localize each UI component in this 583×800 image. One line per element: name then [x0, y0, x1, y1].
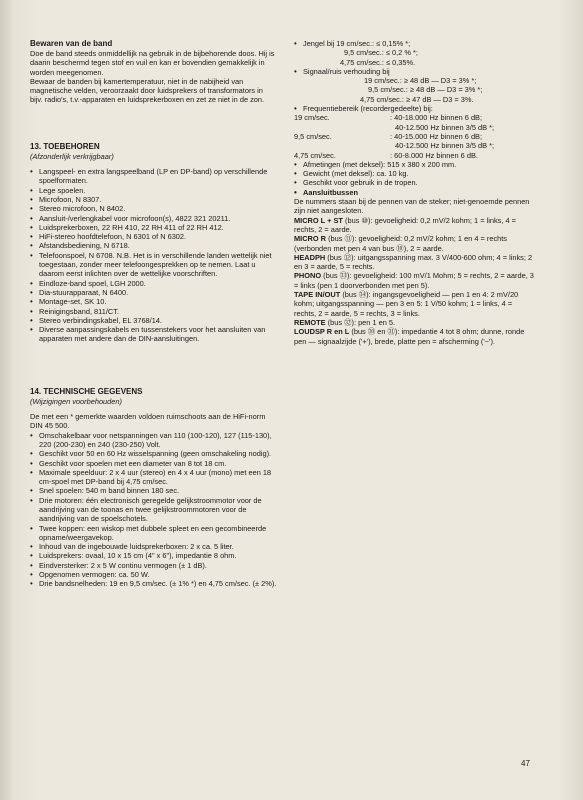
tech-intro: De met een * gemerkte waarden voldoen ruimschoots aan de HiFi-norm DIN 45 500. — [30, 412, 266, 431]
headphones-label: HEADPH — [294, 252, 326, 262]
tropics: • Geschikt voor gebruik in de tropen. — [294, 178, 534, 187]
list-item: • Montage-set, SK 10. — [30, 297, 277, 306]
micro-r-label: MICRO R — [294, 234, 327, 244]
accessories-subtitle: (Afzonderlijk verkrijgbaar) — [30, 151, 114, 161]
connectors-intro: De nummers staan bij de pennen van de steker; niet-genoemde pennen zijn niet aangesloten. — [294, 197, 530, 216]
list-item: • Omschakelbaar voor netspanningen van 110 (100-120), 127 (115-130), 220 (200-230) en 240 (230-250) Volt. — [30, 431, 277, 450]
remote-label: REMOTE — [294, 317, 326, 327]
remote — [294, 318, 534, 327]
list-item: • Drie bandsnelheden: 19 en 9,5 cm/sec. (± 1% *) en 4,75 cm/sec. (± 2%). — [30, 579, 277, 588]
wow-flutter-2: 9,5 cm/sec.: ≤ 0,2 % *; — [344, 48, 418, 58]
remote-text: (bus ㉜): pen 1 en 5. — [327, 317, 396, 327]
list-item: • HiFi-stereo hoofdtelefoon, N 6301 of N 6302. — [30, 232, 277, 241]
store-text-2: Bewaar de banden bij kamertemperatuur, niet in de nabijheid van magnetische velden, veroorzaakt door luidsprekers of transformators in bijv. radio's, t.v.-apparaten en luidsprekerboxen en zet ze niet in de zon. — [30, 76, 265, 105]
micro-r-text: (bus ⑪): gevoeligheid: 0,2 mV/2 kohm; 1 en 4 = rechts (verbonden met pen 4 van bus ⑩), 2 = aarde. — [294, 234, 507, 253]
list-item: • Maximale speelduur: 2 x 4 uur (stereo) en 4 x 4 uur (mono) met een 18 cm-spoel met DP-band bij 4,75 cm/sec. — [30, 468, 277, 487]
loudspeaker-text: (bus ㉚ en ㉛): impedantie 4 tot 8 ohm; dunne, ronde pen — signaalzijde ('+'), brede, platte pen = afscherming ('−'). — [294, 327, 525, 346]
tech-subtitle: (Wijzigingen voorbehouden) — [30, 396, 122, 406]
right-column — [294, 39, 534, 346]
freq-row — [294, 113, 534, 122]
list-item: • Dia-stuurapparaat, N 6400. — [30, 288, 277, 297]
freq-row — [294, 123, 534, 132]
phono — [294, 271, 534, 290]
tech-list — [30, 431, 277, 589]
micro-l — [294, 216, 534, 235]
phono-label: PHONO — [294, 271, 322, 281]
list-item: • Telefoonspoel, N 6708. N.B. Het is in verschillende landen wettelijk niet toegestaan, zonder meer telefoongesprekken op te nemen. Laat u daarom eerst inlichten over de wettelijke voorschriften. — [30, 251, 277, 279]
list-item: • Lege spoelen. — [30, 186, 277, 195]
list-item: • Stereo microfoon, N 8402. — [30, 204, 277, 213]
dimensions: • Afmetingen (met deksel): 515 x 380 x 200 mm. — [294, 160, 534, 169]
freq-value: 40-12.500 Hz binnen 3/5 dB *; — [395, 141, 495, 151]
list-item: • Geschikt voor spoelen met een diameter van 8 tot 18 cm. — [30, 459, 277, 468]
store-title: Bewaren van de band — [30, 39, 113, 48]
spec-list-freq — [294, 104, 534, 113]
spec-list-top — [294, 39, 534, 48]
freq-row — [294, 141, 534, 150]
list-item: • Reinigingsband, 811/CT. — [30, 307, 277, 316]
freq-value: 40-12.500 Hz binnen 3/5 dB *; — [395, 122, 495, 132]
freq-title: • Frequentiebereik (recordergedeelte) bij: — [294, 104, 534, 113]
micro-l-text: (bus ⑩): gevoeligheid: 0,2 mV/2 kohm; 1 = links, 4 = rechts, 2 = aarde. — [294, 215, 516, 234]
headphones — [294, 253, 534, 272]
list-item: • Aansluit-/verlengkabel voor microfoon(s), 4822 321 20211. — [30, 214, 277, 223]
freq-value: : 40-15.000 Hz binnen 6 dB; — [390, 131, 483, 141]
left-column — [30, 39, 277, 589]
spec-list-misc — [294, 160, 534, 197]
tape-in-out — [294, 290, 534, 318]
snr-3: 4,75 cm/sec.: ≥ 47 dB — D3 = 3%. — [360, 94, 474, 104]
list-item: • Luidsprekerboxen, 22 RH 410, 22 RH 411 of 22 RH 412. — [30, 223, 277, 232]
freq-speed: 4,75 cm/sec. — [294, 150, 336, 160]
list-item: • Langspeel- en extra langspeelband (LP en DP-band) op verschillende spoelformaten. — [30, 167, 277, 186]
snr-title: • Signaal/ruis verhouding bij — [294, 67, 534, 76]
freq-value: : 40-18.000 Hz binnen 6 dB; — [390, 113, 483, 123]
list-item: • Stereo verbindingskabel, EL 3768/14. — [30, 316, 277, 325]
tape-in-out-label: TAPE IN/OUT — [294, 290, 341, 300]
list-item: • Afstandsbediening, N 6718. — [30, 241, 277, 250]
micro-l-label: MICRO L + ST — [294, 215, 343, 225]
list-item: • Microfoon, N 8307. — [30, 195, 277, 204]
snr-1: 19 cm/sec.: ≥ 48 dB — D3 = 3% *; — [364, 76, 477, 86]
accessories-title: 13. TOEBEHOREN — [30, 141, 100, 151]
accessories-list — [30, 167, 277, 344]
freq-row — [294, 132, 534, 141]
list-item: • Opgenomen vermogen: ca. 50 W. — [30, 570, 277, 579]
list-item: • Luidsprekers: ovaal, 10 x 15 cm (4" x 6"), impedantie 8 ohm. — [30, 551, 277, 560]
list-item: • Geschikt voor 50 en 60 Hz wisselspanning (geen omschakeling nodig). — [30, 449, 277, 458]
freq-row — [294, 151, 534, 160]
headphones-text: (bus ⑫): uitgangsspanning max. 3 V/400-600 ohm; 4 = links; 2 en 3 = aarde, 5 = rechts. — [294, 252, 533, 272]
list-item: • Snel spoelen: 540 m band binnen 180 sec. — [30, 486, 277, 495]
spec-list-snr — [294, 67, 534, 76]
freq-speed: 19 cm/sec. — [294, 113, 330, 123]
wow-flutter-3: 4,75 cm/sec.: ≤ 0,35%. — [340, 57, 416, 67]
micro-r — [294, 234, 534, 253]
list-item: • Eindloze-band spoel, LGH 2000. — [30, 279, 277, 288]
freq-value: : 60-8.000 Hz binnen 6 dB. — [390, 150, 478, 160]
list-item: • Diverse aanpassingskabels en tussenstekers voor het aansluiten van apparaten met andere dan de DIN-aansluitingen. — [30, 325, 277, 344]
loudspeaker — [294, 327, 534, 346]
wow-flutter: • Jengel bij 19 cm/sec.: ≤ 0,15% *; — [294, 39, 534, 48]
freq-speed: 9,5 cm/sec. — [294, 131, 332, 141]
weight: • Gewicht (met deksel): ca. 10 kg. — [294, 169, 534, 178]
store-text: Doe de band steeds onmiddellijk na gebruik in de bijbehorende doos. Hij is daarin beschermd tegen stof en vuil en kan er bovendien gemakkelijk in worden meegenomen. — [30, 49, 275, 77]
freq-speed — [294, 141, 390, 150]
loudspeaker-label: LOUDSP R en L — [294, 327, 350, 337]
freq-speed — [294, 123, 390, 132]
list-item: • Inhoud van de ingebouwde luidsprekerboxen: 2 x ca. 5 liter. — [30, 542, 277, 551]
tape-in-out-text: (bus ㉞): ingangsgevoeligheid — pen 1 en 4: 2 mV/20 kohm; uitgangsspanning — pen 3 en 5: 1 V/50 kohm; 1 = links, 4 = rechts, 2 = aarde, 5 = rechts, 3 = links. — [294, 290, 519, 318]
snr-2: 9,5 cm/sec.: ≥ 48 dB — D3 = 3% *; — [368, 85, 483, 95]
list-item: • Eindversterker: 2 x 5 W continu vermogen (± 1 dB). — [30, 561, 277, 570]
page-number: 47 — [521, 759, 530, 768]
connectors-title: • Aansluitbussen — [294, 188, 534, 197]
phono-text: (bus ㉝): gevoeligheid: 100 mV/1 Mohm; 5 = rechts, 2 = aarde, 3 = links (pen 1 doorverbonden met pen 5). — [294, 271, 534, 290]
tech-title: 14. TECHNISCHE GEGEVENS — [30, 386, 143, 396]
list-item: • Drie motoren: één electronisch geregelde gelijkstroommotor voor de aandrijving van de toonas en twee gelijkstroommotoren voor de aandrijving van de spoelschotels. — [30, 496, 277, 524]
list-item: • Twee koppen: een wiskop met dubbele spleet en een gecombineerde opname/weergavekop. — [30, 524, 277, 543]
